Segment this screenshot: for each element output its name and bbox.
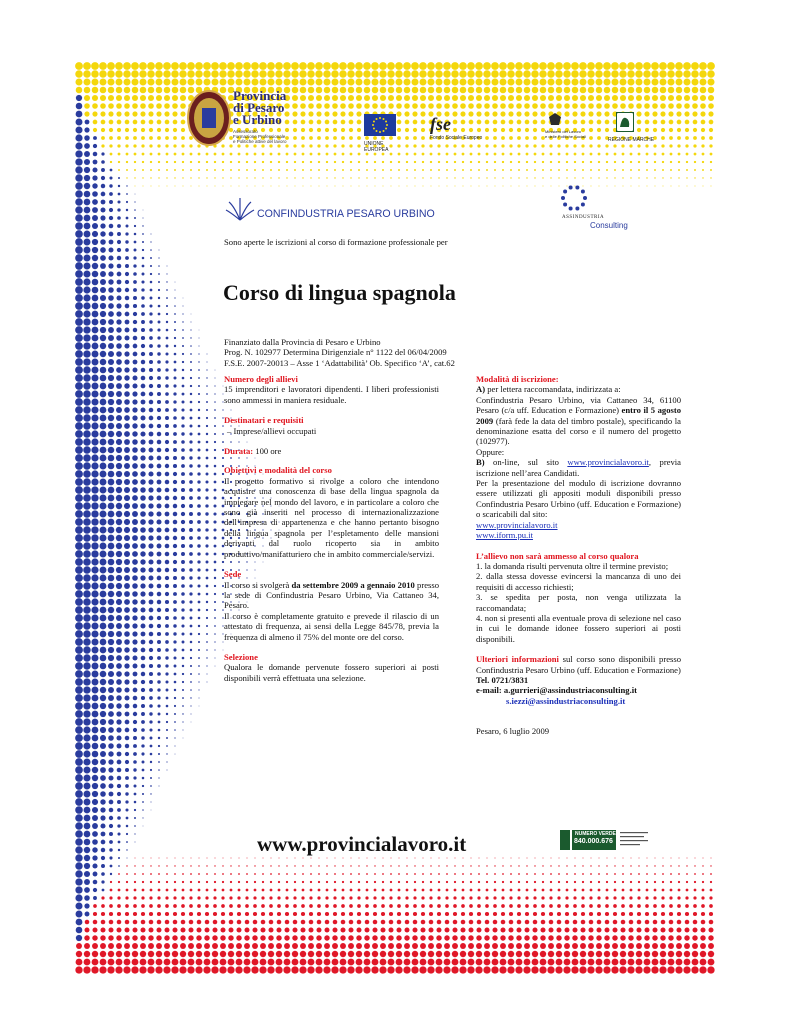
- allievi-heading: Numero degli allievi: [224, 374, 298, 384]
- option-b-label: B): [476, 457, 485, 468]
- fse-logo: [430, 114, 490, 148]
- ministry-logo: [545, 112, 605, 148]
- non-ammesso-heading: L’allievo non sarà ammesso al corso qualora: [476, 550, 639, 561]
- confindustria-logo: [225, 196, 435, 226]
- province-sub-line: e Politiche attive del lavoro: [233, 139, 287, 144]
- numero-verde-label: NUMERO VERDE: [575, 831, 616, 837]
- page-title: Corso di lingua spagnola: [223, 280, 456, 305]
- destinatari-item: – Imprese/allievi occupati: [227, 425, 317, 436]
- sede-text-2: Il corso è completamente gratuito e prevede il rilascio di un attestato di frequenza, ai sensi della Legge 845/78, previa la frequenza di almeno il 75% del monte ore del corso.: [224, 610, 439, 642]
- ulteriori-heading: Ulteriori informazioni: [476, 654, 559, 665]
- province-name-line: e Urbino: [233, 112, 282, 127]
- province-logo: [187, 86, 287, 166]
- ministry-line: e delle Politiche Sociali: [545, 133, 586, 139]
- assindustria-dots-icon: [557, 184, 591, 212]
- eu-logo: [364, 114, 402, 153]
- date-text: Pesaro, 6 luglio 2009: [476, 726, 550, 737]
- province-sub-line: Formazione Professionale: [233, 134, 286, 139]
- email-line[interactable]: e-mail: a.gurrieri@assindustriaconsulting.it: [476, 685, 638, 696]
- eu-flag-icon: [364, 114, 396, 136]
- sede-text: Il corso si svolgerà da settembre 2009 a gennaio 2010 presso la sede di Confindustria Pesaro Urbino, Via Cattaneo 34, Pesaro.: [224, 579, 439, 611]
- condition-item: 4. non si presenti alla eventuale prova di selezione nel caso in cui le domande idonee fossero superiori ai posti disponibili.: [476, 612, 681, 644]
- consulting-label: Consulting: [590, 221, 628, 230]
- funding-line: Finanziato dalla Provincia di Pesaro e Urbino: [224, 337, 381, 347]
- fse-mark-icon: fse: [430, 114, 451, 134]
- fse-label: Fondo Sociale Europeo: [430, 135, 483, 141]
- option-a-label: A): [476, 384, 486, 395]
- provincialavoro-link[interactable]: www.provincialavoro.it: [567, 457, 649, 468]
- numero-verde-number[interactable]: 840.000.676: [574, 838, 613, 845]
- modalita-heading: Modalità di iscrizione:: [476, 374, 559, 384]
- address-text: Confindustria Pesaro Urbino, via Cattaneo 34, 61100 Pesaro (c/a uff. Education e Formazione) entro il 5 agosto 2009 (farà fede la data del timbro postale), specificando la denominazione esatta del corso e il numero del progetto (102977).: [476, 394, 681, 447]
- obiettivi-heading: Obiettivi e modalità del corso: [224, 465, 332, 476]
- numero-verde-badge: [560, 828, 652, 852]
- condition-item: 1. la domanda risulti pervenuta oltre il termine previsto;: [476, 560, 669, 571]
- funding-block: [224, 337, 455, 368]
- destinatari-heading: Destinatari e requisiti: [224, 415, 304, 426]
- condition-item: 2. dalla stessa dovesse evincersi la mancanza di uno dei requisiti di accesso richiesti;: [476, 571, 681, 592]
- funding-line: Prog. N. 102977 Determina Dirigenziale n° 1122 del 06/04/2009: [224, 347, 447, 358]
- province-sub-line: Assessorato: [233, 129, 258, 134]
- durata-value: 100 ore: [253, 446, 282, 457]
- province-name-line: Provincia: [233, 88, 287, 103]
- presentazione-text: Per la presentazione del modulo di iscrizione dovranno essere utilizzati gli appositi moduli disponibili presso Confindustria Pesaro Urbino (uff. Education e Formazione) o scaricabili dal sito:: [476, 478, 681, 520]
- regione-marche-logo: [608, 112, 660, 148]
- ministry-line: Ministero del Lavoro: [545, 129, 582, 134]
- oppure-text: Oppure:: [476, 446, 505, 457]
- province-name-line: di Pesaro: [233, 100, 285, 115]
- assindustria-logo: [545, 184, 635, 234]
- iform-link[interactable]: www.iform.pu.it: [476, 530, 533, 541]
- regione-emblem-icon: [616, 112, 634, 132]
- flyer-page: [75, 62, 717, 975]
- condition-item: 3. se spedita per posta, non venga utilizzata la raccomandata;: [476, 592, 681, 613]
- eu-label: UNIONE EUROPEA: [364, 141, 389, 153]
- intro-text: Sono aperte le iscrizioni al corso di formazione professionale per: [224, 237, 448, 247]
- ulteriori-text: sul corso sono disponibili presso Confindustria Pesaro Urbino (uff. Education e Formazione): [476, 654, 681, 675]
- assindustria-label: ASSINDUSTRIA: [562, 215, 605, 220]
- phone-number: Tel. 0721/3831: [476, 674, 529, 685]
- province-crest-icon: [187, 90, 231, 146]
- funding-line: F.S.E. 2007-20013 – Asse 1 ‘Adattabilità’ Ob. Specifico ‘A’, cat.62: [224, 357, 455, 368]
- selezione-text: Qualora le domande pervenute fossero superiori ai posti disponibili verrà effettuata una selezione.: [224, 662, 439, 683]
- durata-label: Durata:: [224, 446, 254, 457]
- allievi-text: 15 imprenditori e lavoratori dipendenti. I liberi professionisti sono ammessi in maniera residuale.: [224, 384, 439, 405]
- sede-heading: Sede: [224, 569, 242, 580]
- obiettivi-text: Il progetto formativo si rivolge a coloro che intendono acquisire una conoscenza di base della lingua spagnola da impiegare nel mondo del lavoro, e in particolare a coloro che sono già inseriti nel processo di internazionalizzazione dell’impresa di appartenenza e che hanno pertanto bisogno della lingua spagnola per l’espletamento delle mansioni derivanti dal ruolo ricoperto sia in ambito produttivo/manifatturiero che in ambito commerciale/servizi.: [224, 475, 439, 559]
- provincialavoro-link-2[interactable]: www.provincialavoro.it: [476, 519, 558, 530]
- ministry-emblem-icon: [549, 113, 561, 125]
- footer-website[interactable]: www.provincialavoro.it: [257, 832, 467, 856]
- right-column: Modalità di iscrizione: A) per lettera raccomandata, indirizzata a: Confindustria Pesaro Urbino, via Cattaneo 34, 61100 Pesaro (c/a uff. Education e Formazione) entro il 5 agosto 2009 (farà fede la data del timbro postale), specificando la denominazione esatta del corso e il numero del progetto (102977). Oppure: B) on-line, sul sito www.provincialavoro.it, previa iscrizione nell’area Candidati. Per la presentazione del modulo di iscrizione dovranno essere utilizzati gli appositi moduli disponibili presso Confindustria Pesaro Urbino (uff. Education e Formazione) o scaricabili dal sito: www.provincialavoro.it www.iform.pu.it L’allievo non sarà ammesso al corso qualora 1. la domanda risulti pervenuta oltre il termine previsto; 2. dalla stessa dovesse evincersi la mancanza di uno dei requisiti di accesso richiesti; 3. se spedita per posta, non venga utilizzata la raccomandata; 4. non si presenti alla eventuale prova di selezione nel caso in cui le domande idonee fossero superiori ai posti disponibili. Ulteriori informazioni sul corso sono disponibili presso Confindustria Pesaro Urbino (uff. Education e Formazione) Tel. 0721/3831 e-mail: a.gurrieri@assindustriaconsulting.it s.iezzi@assindustriaconsulting.it Pesaro, 6 luglio 2009: [476, 374, 681, 737]
- regione-label: REGIONE MARCHE: [608, 137, 655, 143]
- left-column: [224, 374, 439, 683]
- option-a-text: per lettera raccomandata, indirizzata a:: [485, 384, 621, 395]
- confindustria-label: CONFINDUSTRIA PESARO URBINO: [257, 208, 435, 220]
- email-line-2[interactable]: s.iezzi@assindustriaconsulting.it: [506, 695, 626, 706]
- selezione-heading: Selezione: [224, 651, 258, 662]
- confindustria-mark-icon: [225, 196, 255, 222]
